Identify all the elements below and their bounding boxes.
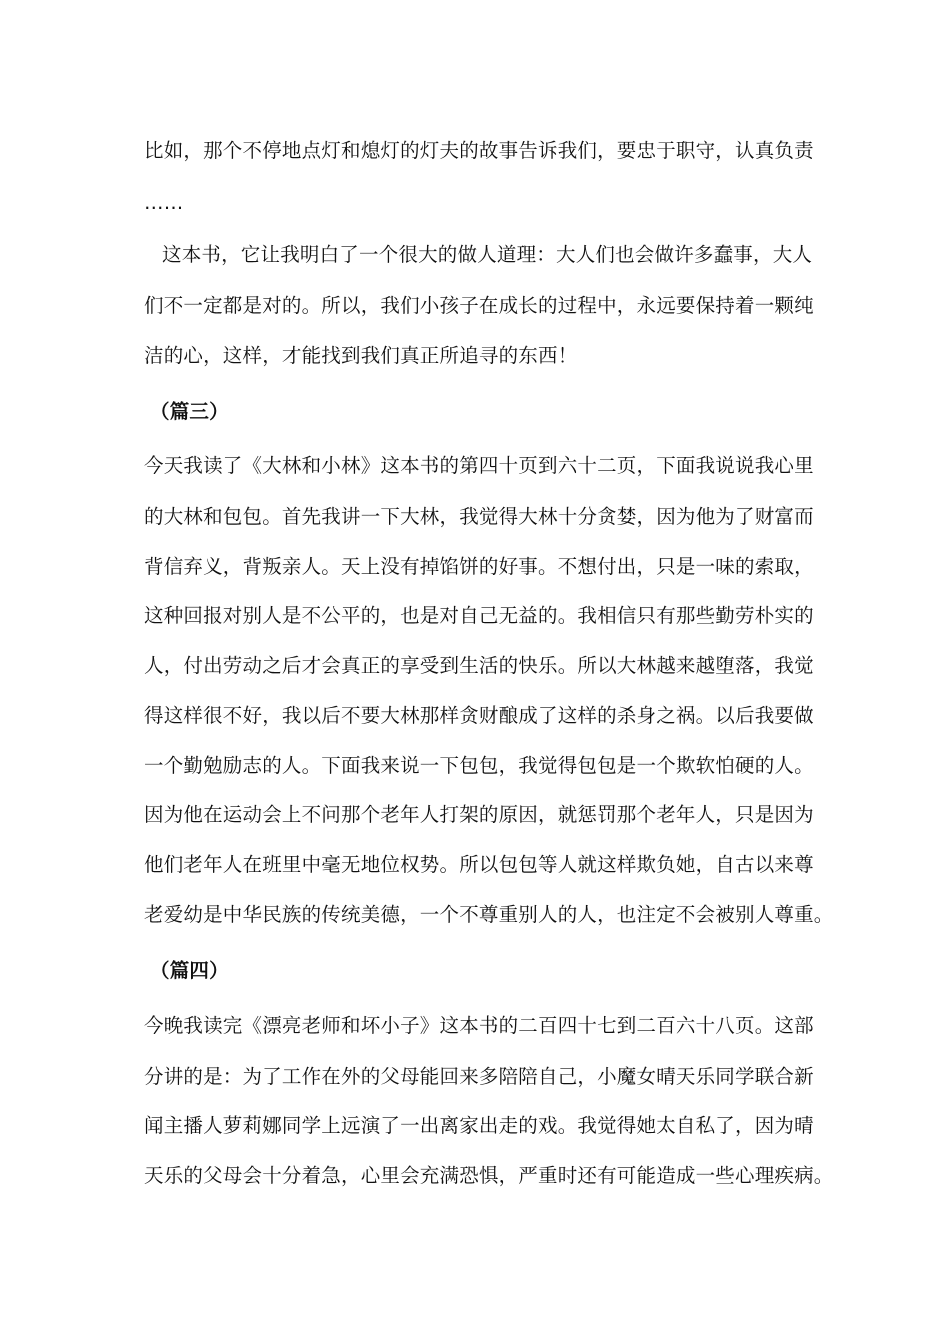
- text-line: 人，付出劳动之后才会真正的享受到生活的快乐。所以大林越来越堕落，我觉: [144, 654, 814, 677]
- text-line: 洁的心，这样，才能找到我们真正所追寻的东西！: [144, 344, 578, 367]
- text-line: 今晚我读完《漂亮老师和坏小子》这本书的二百四十七到二百六十八页。这部: [144, 1014, 814, 1037]
- text-line: ……: [144, 191, 184, 214]
- text-line: 这种回报对别人是不公平的，也是对自己无益的。我相信只有那些勤劳朴实的: [144, 604, 814, 627]
- text-line: 闻主播人萝莉娜同学上远演了一出离家出走的戏。我觉得她太自私了，因为晴: [144, 1114, 814, 1137]
- text-line: 这本书，它让我明白了一个很大的做人道理：大人们也会做许多蠢事，大人: [162, 243, 813, 266]
- section-heading: （篇三）: [150, 400, 229, 423]
- text-line: 们不一定都是对的。所以，我们小孩子在成长的过程中，永远要保持着一颗纯: [144, 294, 814, 317]
- text-line: 因为他在运动会上不问那个老年人打架的原因，就惩罚那个老年人，只是因为: [144, 803, 814, 826]
- text-line: 分讲的是：为了工作在外的父母能回来多陪陪自己，小魔女晴天乐同学联合新: [144, 1065, 814, 1088]
- text-line: 一个勤勉励志的人。下面我来说一下包包，我觉得包包是一个欺软怕硬的人。: [144, 754, 814, 777]
- text-line: 老爱幼是中华民族的传统美德，一个不尊重别人的人，也注定不会被别人尊重。: [144, 903, 834, 926]
- text-line: 今天我读了《大林和小林》这本书的第四十页到六十二页，下面我说说我心里: [144, 454, 814, 477]
- text-line: 得这样很不好，我以后不要大林那样贪财酿成了这样的杀身之祸。以后我要做: [144, 704, 814, 727]
- text-line: 比如，那个不停地点灯和熄灯的灯夫的故事告诉我们，要忠于职守，认真负责: [144, 139, 814, 162]
- section-heading: （篇四）: [150, 959, 229, 982]
- text-line: 的大林和包包。首先我讲一下大林，我觉得大林十分贪婪，因为他为了财富而: [144, 505, 814, 528]
- text-line: 他们老年人在班里中毫无地位权势。所以包包等人就这样欺负她，自古以来尊: [144, 853, 814, 876]
- text-line: 背信弃义，背叛亲人。天上没有掉馅饼的好事。不想付出，只是一味的索取，: [144, 555, 814, 578]
- text-line: 天乐的父母会十分着急，心里会充满恐惧，严重时还有可能造成一些心理疾病。: [144, 1164, 834, 1187]
